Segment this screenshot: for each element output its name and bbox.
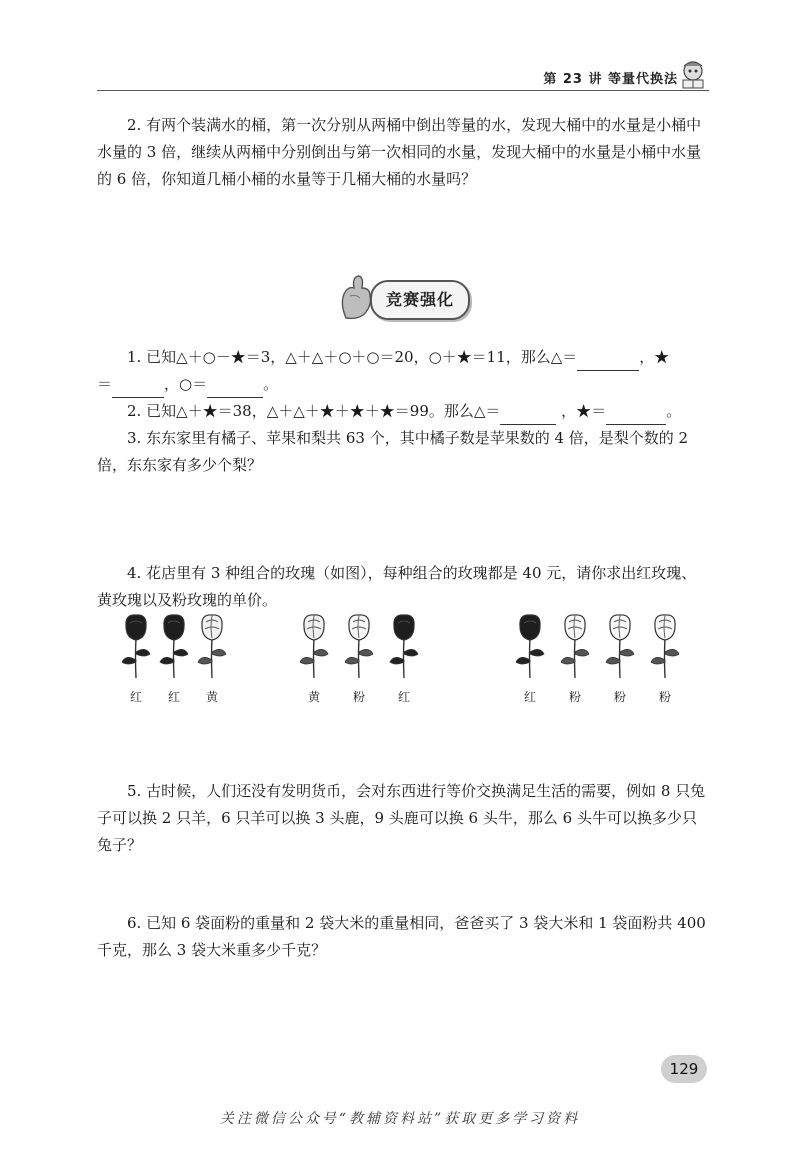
rose-label: 红 [397, 690, 410, 704]
q1-part-a: 1. 已知△＋○－★＝3，△＋△＋○＋○＝20，○＋★＝11，那么△＝ [127, 348, 578, 366]
contest-question-1 [97, 344, 709, 371]
yellow-rose-icon [296, 612, 332, 680]
rose-label: 粉 [568, 690, 581, 704]
answer-blank[interactable] [112, 379, 164, 398]
pink-rose-icon [647, 612, 683, 680]
rose-group-1 [118, 612, 238, 712]
red-rose-icon [512, 612, 548, 680]
pink-rose-icon [602, 612, 638, 680]
q2-part-a: 2. 已知△＋★＝38，△＋△＋★＋★＋★＝99。那么△＝ [127, 402, 501, 420]
page-header [0, 60, 800, 100]
q1-part-b: ，★ [639, 348, 670, 366]
rose-label: 黄 [205, 690, 218, 704]
rose-group-3 [512, 612, 692, 712]
red-rose-icon [156, 612, 192, 680]
footer-note: 关注微信公众号“教辅资料站”获取更多学习资料 [219, 1111, 581, 1127]
reading-child-icon [678, 60, 708, 90]
contest-question-4: 4. 花店里有 3 种组合的玫瑰（如图），每种组合的玫瑰都是 40 元，请你求出红玫瑰、黄玫瑰以及粉玫瑰的单价。 [97, 564, 697, 609]
q1-part-e: 。 [263, 375, 279, 393]
contest-question-1-cont [97, 371, 709, 398]
section-title: 竞赛强化 [385, 290, 454, 309]
red-rose-icon [386, 612, 422, 680]
pink-rose-icon [341, 612, 377, 680]
answer-blank[interactable] [606, 406, 666, 425]
thumbs-up-icon [338, 274, 374, 322]
answer-blank[interactable] [500, 406, 556, 425]
rose-label: 粉 [658, 690, 671, 704]
rose-label: 红 [129, 690, 142, 704]
rose-group-2 [296, 612, 436, 712]
answer-blank[interactable] [577, 352, 639, 371]
contest-question-6: 6. 已知 6 袋面粉的重量和 2 袋大米的重量相同，爸爸买了 3 袋大米和 1 袋面粉共 400 千克，那么 3 袋大米重多少千克？ [97, 914, 706, 959]
q1-part-c: ＝ [97, 375, 113, 393]
chapter-title: 第 23 讲 等量代换法 [543, 72, 678, 87]
contest-question-3: 3. 东东家里有橘子、苹果和梨共 63 个，其中橘子数是苹果数的 4 倍，是梨个数的 2 倍，东东家有多少个梨？ [97, 429, 689, 474]
q2-part-c: 。 [666, 402, 682, 420]
answer-blank[interactable] [207, 379, 263, 398]
problem-2-top: 2. 有两个装满水的桶，第一次分别从两桶中倒出等量的水，发现大桶中的水量是小桶中水量的 3 倍，继续从两桶中分别倒出与第一次相同的水量，发现大桶中的水量是小桶中水量的 6 倍，你知道几桶小桶的水量等于几桶大桶的水量吗？ [97, 116, 702, 188]
page-number: 129 [661, 1055, 707, 1083]
rose-label: 粉 [352, 690, 365, 704]
rose-label: 红 [523, 690, 536, 704]
q2-part-b: ，★＝ [556, 402, 607, 420]
pink-rose-icon [557, 612, 593, 680]
red-rose-icon [118, 612, 154, 680]
section-title-box [370, 280, 470, 320]
contest-question-5: 5. 古时候，人们还没有发明货币，会对东西进行等价交换满足生活的需要，例如 8 只兔子可以换 2 只羊，6 只羊可以换 3 头鹿，9 头鹿可以换 6 头牛，那么 6 头牛可以换多少只兔子？ [97, 782, 706, 854]
rose-label: 粉 [613, 690, 626, 704]
rose-label: 黄 [307, 690, 320, 704]
q1-part-d: ，○＝ [164, 375, 208, 393]
contest-question-2 [97, 398, 709, 425]
rose-label: 红 [167, 690, 180, 704]
header-rule [97, 90, 709, 91]
yellow-rose-icon [194, 612, 230, 680]
section-badge [338, 270, 473, 326]
